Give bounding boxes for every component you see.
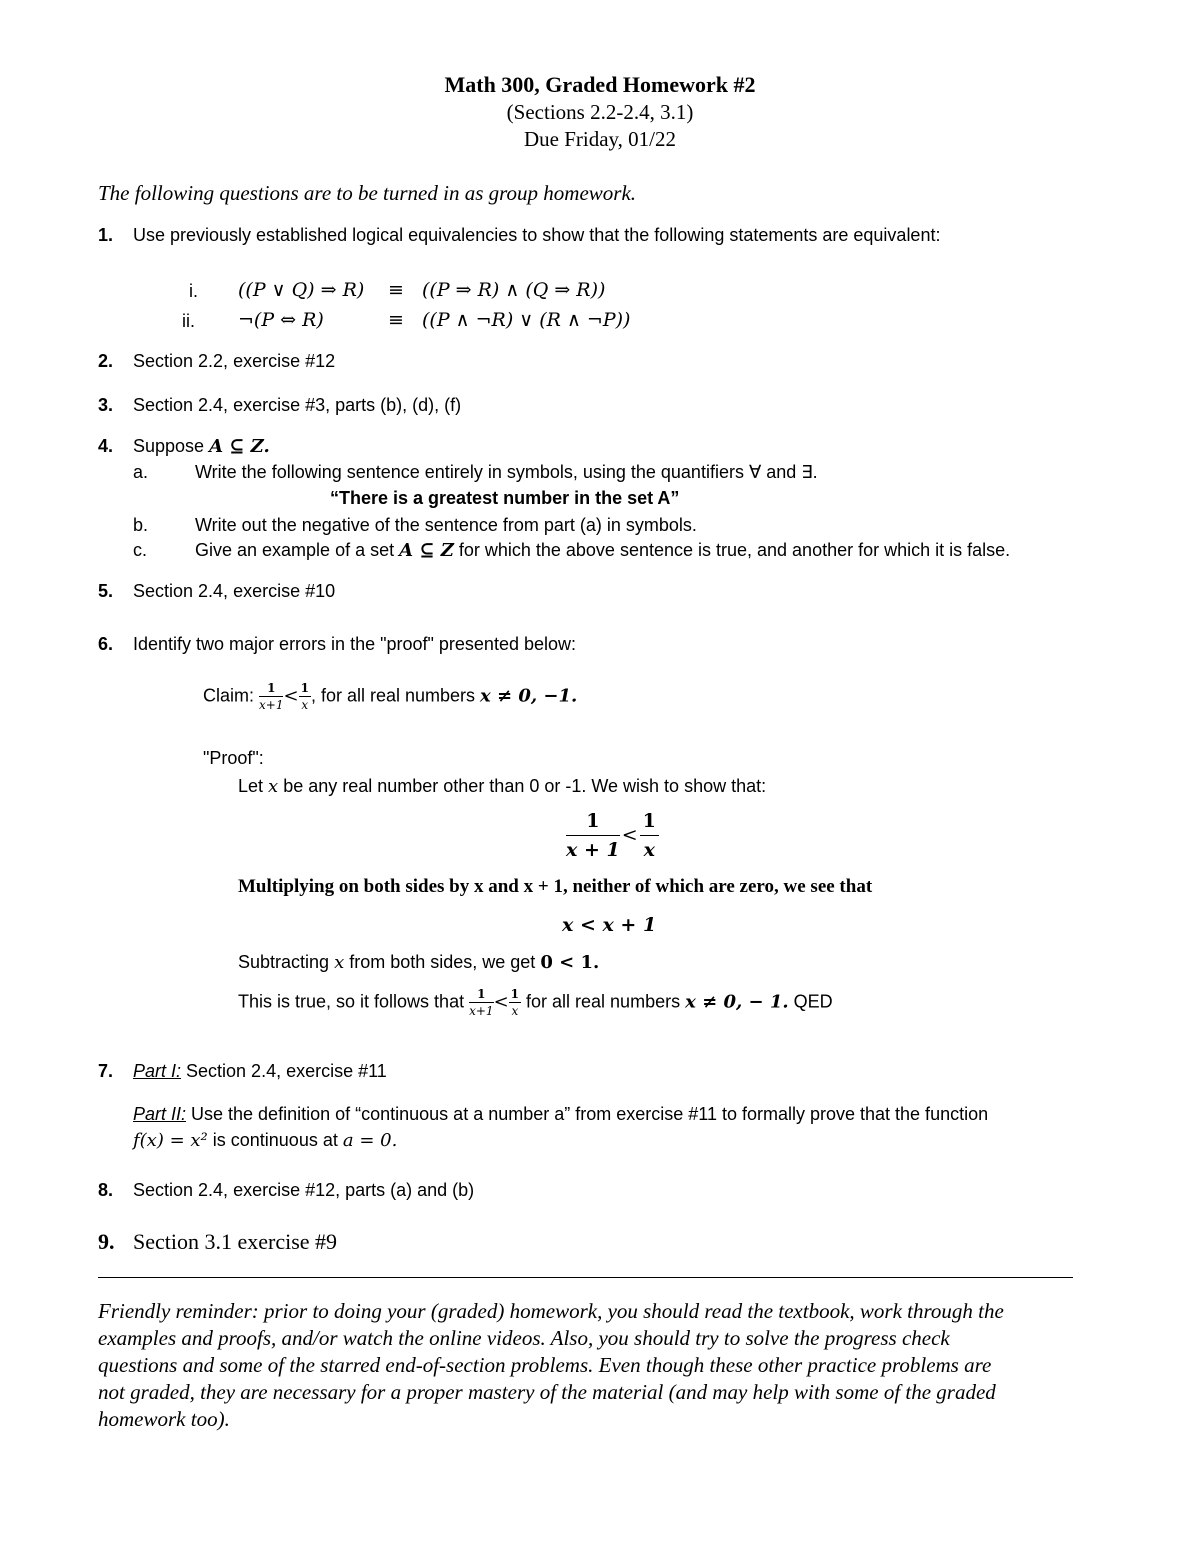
q1-ii-label: ii. xyxy=(182,311,195,331)
reminder-line: homework too). xyxy=(98,1407,230,1431)
q7-part2: Part II: Use the definition of “continuous at a number a” from exercise #11 to formally prove that the function xyxy=(133,1104,989,1124)
q1-text: Use previously established logical equivalencies to show that the following statements are equivalent: xyxy=(133,225,941,245)
q6-multiply-line: Multiplying on both sides by x and x + 1, neither of which are zero, we see that xyxy=(238,876,873,897)
q1-number: 1. xyxy=(98,225,114,245)
q6-big-inequality: $\frac{1}{x + 1}$ < $\frac{1}{x}$ xyxy=(566,812,659,860)
q6-let-line: Let x be any real number other than 0 or -1. We wish to show that: xyxy=(238,776,767,797)
due-date: Due Friday, 01/22 xyxy=(523,127,677,151)
intro-text: The following questions are to be turned in as group homework. xyxy=(98,181,637,205)
q1-i-rhs: ((P ⇒ R) ∧ (Q ⇒ R)) xyxy=(422,279,606,301)
q4c-label: c. xyxy=(133,540,148,560)
q6-number: 6. xyxy=(98,634,114,654)
reminder-line: not graded, they are necessary for a proper mastery of the material (and may help with some of the graded xyxy=(98,1380,996,1404)
reminder-line: examples and proofs, and/or watch the online videos. Also, you should try to solve the progress check xyxy=(98,1326,950,1350)
q6-subtract-line: Subtracting x from both sides, we get 0 < 1. xyxy=(238,952,600,973)
q8-text: Section 2.4, exercise #12, parts (a) and (b) xyxy=(133,1180,475,1200)
reminder-line: Friendly reminder: prior to doing your (graded) homework, you should read the textbook, work through the xyxy=(98,1299,1004,1323)
q5-number: 5. xyxy=(98,581,114,601)
q7-number: 7. xyxy=(98,1061,114,1081)
q2-text: Section 2.2, exercise #12 xyxy=(133,351,336,371)
q1-i-lhs: ((P ∨ Q) ⇒ R) xyxy=(238,279,365,301)
q4b-text: Write out the negative of the sentence from part (a) in symbols. xyxy=(195,515,697,535)
q5-text: Section 2.4, exercise #10 xyxy=(133,581,336,601)
q2-number: 2. xyxy=(98,351,114,371)
q3-number: 3. xyxy=(98,395,114,415)
q1-ii-rhs: ((P ∧ ¬R) ∨ (R ∧ ¬P)) xyxy=(422,309,631,331)
q1-ii-equiv: ≡ xyxy=(388,309,404,331)
q4b-label: b. xyxy=(133,515,149,535)
q4-quote: “There is a greatest number in the set A” xyxy=(330,488,680,508)
q6-inequality: x < x + 1 xyxy=(562,914,657,936)
q6-proof-label: "Proof": xyxy=(203,748,264,768)
q4-number: 4. xyxy=(98,436,114,456)
q9-text: Section 3.1 exercise #9 xyxy=(133,1229,338,1254)
reminder-line: questions and some of the starred end-of-section problems. Even though these other practice problems are xyxy=(98,1353,992,1377)
q4c-text: Give an example of a set A ⊆ Z for which the above sentence is true, and another for which it is false. xyxy=(195,540,1011,561)
sections-subtitle: (Sections 2.2-2.4, 3.1) xyxy=(506,100,694,124)
q4-text: Suppose A ⊆ Z. xyxy=(133,436,270,457)
q6-claim: Claim: $\frac{1}{x+1}$ < $\frac{1}{x}$ , for all real numbers x ≠ 0, −1. xyxy=(203,681,578,712)
q1-i-equiv: ≡ xyxy=(388,279,404,301)
q3-text: Section 2.4, exercise #3, parts (b), (d), (f) xyxy=(133,395,462,415)
q6-conclusion: This is true, so it follows that $\frac{1}{x+1}$ < $\frac{1}{x}$ for all real numbers x ≠ 0, − 1. QED xyxy=(238,987,833,1018)
q4a-text: Write the following sentence entirely in symbols, using the quantifiers ∀ and ∃. xyxy=(195,462,818,482)
friendly-reminder xyxy=(98,1298,1004,1433)
q6-text: Identify two major errors in the "proof" presented below: xyxy=(133,634,576,654)
q1-ii-lhs: ¬(P ⇔ R) xyxy=(238,309,324,331)
page-title: Math 300, Graded Homework #2 xyxy=(444,72,756,97)
q9-number: 9. xyxy=(98,1229,115,1254)
q7-function-line: f(x) = x² is continuous at a = 0. xyxy=(133,1130,398,1151)
separator-line xyxy=(98,1277,1073,1278)
q4a-label: a. xyxy=(133,462,149,482)
q8-number: 8. xyxy=(98,1180,114,1200)
q7-part1: Part I: Section 2.4, exercise #11 xyxy=(133,1061,387,1081)
q1-i-label: i. xyxy=(189,281,198,301)
